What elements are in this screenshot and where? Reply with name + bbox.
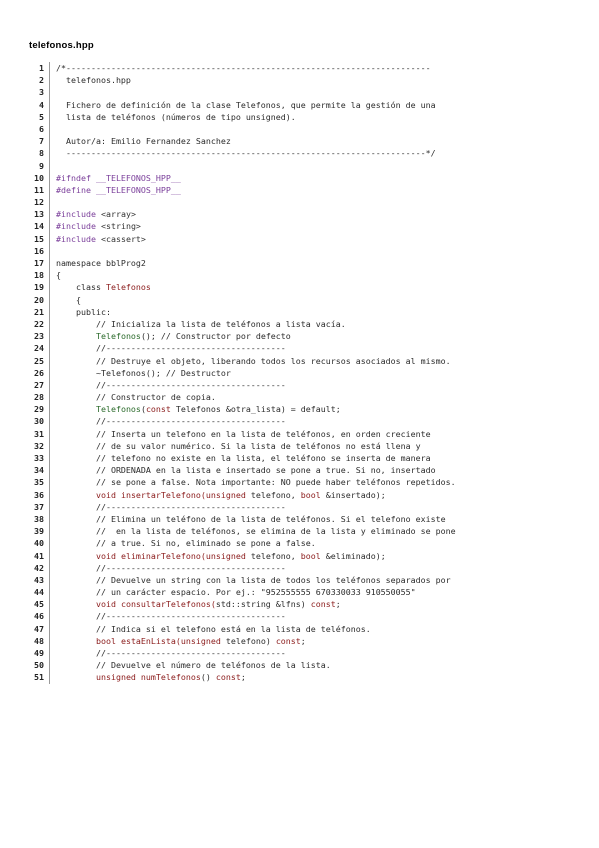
line-text xyxy=(50,269,61,281)
line-text xyxy=(50,440,421,452)
code-token: <cassert> xyxy=(100,233,146,244)
line-text xyxy=(50,537,316,549)
code-token xyxy=(56,551,96,561)
line-text xyxy=(50,671,246,683)
line-number: 7 xyxy=(28,135,50,147)
code-line xyxy=(28,464,498,476)
code-token: ~Telefonos(); // Destructor xyxy=(56,367,231,378)
code-token: bool xyxy=(300,550,321,561)
line-number: 24 xyxy=(28,342,50,354)
line-text xyxy=(50,574,451,586)
line-text xyxy=(50,623,371,635)
code-line xyxy=(28,172,498,184)
code-token: const xyxy=(215,672,241,683)
line-text xyxy=(50,147,436,159)
line-number: 35 xyxy=(28,476,50,488)
line-text xyxy=(50,318,346,330)
code-token: telefonos.hpp xyxy=(56,75,131,86)
code-token: #include xyxy=(56,233,101,244)
code-token: <string> xyxy=(100,221,141,232)
code-line xyxy=(28,123,498,135)
code-token xyxy=(56,636,96,646)
line-number: 15 xyxy=(28,233,50,245)
line-text xyxy=(50,391,216,403)
line-text xyxy=(50,501,286,513)
code-line xyxy=(28,659,498,671)
code-line xyxy=(28,440,498,452)
line-number: 42 xyxy=(28,562,50,574)
line-number: 21 xyxy=(28,306,50,318)
line-number: 39 xyxy=(28,525,50,537)
code-token: // Constructor de copia. xyxy=(56,392,216,403)
code-token: namespace bblProg2 xyxy=(56,258,146,268)
code-token: // Inserta un telefono en la lista de teléfonos, en orden creciente xyxy=(56,428,431,439)
code-token: numTelefonos xyxy=(135,672,201,683)
line-text xyxy=(50,464,436,476)
line-number: 27 xyxy=(28,379,50,391)
code-token: &eliminado); xyxy=(320,550,386,561)
code-line xyxy=(28,233,498,245)
line-number: 12 xyxy=(28,196,50,208)
code-line xyxy=(28,367,498,379)
line-number: 47 xyxy=(28,623,50,635)
line-text xyxy=(50,196,56,208)
code-token: // ORDENADA en la lista e insertado se pone a true. Si no, insertado xyxy=(56,465,436,476)
code-token: Telefonos xyxy=(95,331,141,342)
code-token: telefono) xyxy=(220,635,276,646)
code-token: //------------------------------------ xyxy=(56,379,286,390)
code-line xyxy=(28,208,498,220)
line-number: 40 xyxy=(28,537,50,549)
code-line xyxy=(28,342,498,354)
line-text xyxy=(50,208,136,220)
file-title: telefonos.hpp xyxy=(29,40,94,51)
line-number: 29 xyxy=(28,403,50,415)
code-line xyxy=(28,318,498,330)
code-token: Telefonos xyxy=(95,404,141,415)
line-text xyxy=(50,160,56,172)
code-token: // Devuelve el número de teléfonos de la lista. xyxy=(56,660,331,671)
line-number: 1 xyxy=(28,62,50,74)
code-line xyxy=(28,671,498,683)
code-line xyxy=(28,62,498,74)
code-token: () xyxy=(200,672,216,683)
line-number: 9 xyxy=(28,160,50,172)
code-line xyxy=(28,160,498,172)
code-token: #include xyxy=(56,209,101,220)
line-text xyxy=(50,294,81,306)
code-token: // Indica si el telefono está en la lista de teléfonos. xyxy=(56,623,371,634)
code-token: // un carácter espacio. Por ej.: "952555555 670330033 910550055" xyxy=(56,587,416,598)
code-token xyxy=(56,490,96,500)
line-text xyxy=(50,367,231,379)
code-token: // Destruye el objeto, liberando todos los recursos asociados al mismo. xyxy=(56,355,451,366)
line-number: 26 xyxy=(28,367,50,379)
line-text xyxy=(50,428,431,440)
line-number: 10 xyxy=(28,172,50,184)
line-number: 33 xyxy=(28,452,50,464)
line-number: 48 xyxy=(28,635,50,647)
code-line xyxy=(28,513,498,525)
code-line xyxy=(28,610,498,622)
line-text xyxy=(50,111,296,123)
code-line xyxy=(28,562,498,574)
line-text xyxy=(50,74,131,86)
line-text xyxy=(50,342,286,354)
code-token: //------------------------------------ xyxy=(56,648,286,658)
line-text xyxy=(50,233,146,245)
line-text xyxy=(50,135,231,147)
line-text xyxy=(50,257,146,269)
line-number: 45 xyxy=(28,598,50,610)
code-token: #include xyxy=(56,221,101,232)
code-line xyxy=(28,281,498,293)
line-number: 31 xyxy=(28,428,50,440)
code-token: { xyxy=(56,270,61,281)
code-token: Fichero de definición de la clase Telefonos, que permite la gestión de una xyxy=(56,99,436,110)
code-token: ; xyxy=(240,672,246,683)
code-token: ; xyxy=(300,635,306,646)
code-line xyxy=(28,220,498,232)
code-line xyxy=(28,647,498,659)
line-number: 49 xyxy=(28,647,50,659)
line-number: 18 xyxy=(28,269,50,281)
line-text xyxy=(50,415,286,427)
line-text xyxy=(50,550,386,562)
code-line xyxy=(28,74,498,86)
line-number: 6 xyxy=(28,123,50,135)
code-token: ; xyxy=(335,599,341,610)
line-number: 14 xyxy=(28,220,50,232)
line-number: 8 xyxy=(28,147,50,159)
code-token: // en la lista de teléfonos, se elimina de la lista y eliminado se pone xyxy=(56,526,456,537)
code-token: //------------------------------------ xyxy=(56,416,286,427)
code-line xyxy=(28,147,498,159)
code-line xyxy=(28,476,498,488)
code-line xyxy=(28,379,498,391)
code-token: /*------------------------------------------------------------------------- xyxy=(56,63,431,73)
code-line xyxy=(28,623,498,635)
code-line xyxy=(28,537,498,549)
code-token: telefono, xyxy=(245,489,301,500)
code-line xyxy=(28,635,498,647)
line-text xyxy=(50,525,456,537)
line-text xyxy=(50,220,141,232)
line-number: 13 xyxy=(28,208,50,220)
line-text xyxy=(50,598,341,610)
code-line xyxy=(28,391,498,403)
line-number: 41 xyxy=(28,550,50,562)
line-text xyxy=(50,86,56,98)
code-token xyxy=(56,404,96,414)
code-line xyxy=(28,196,498,208)
code-line xyxy=(28,86,498,98)
code-token: public: xyxy=(56,306,111,317)
code-token: <array> xyxy=(100,209,136,220)
line-number: 34 xyxy=(28,464,50,476)
line-number: 28 xyxy=(28,391,50,403)
line-text xyxy=(50,245,56,257)
code-line xyxy=(28,428,498,440)
line-number: 50 xyxy=(28,659,50,671)
line-text xyxy=(50,562,286,574)
code-token: //------------------------------------ xyxy=(56,611,286,622)
code-line xyxy=(28,99,498,111)
code-token: insertarTelefono( xyxy=(115,489,206,500)
code-token: bool xyxy=(300,489,321,500)
code-token: Telefonos xyxy=(105,282,151,293)
code-token: void xyxy=(95,550,116,561)
line-number: 11 xyxy=(28,184,50,196)
code-token: #define __TELEFONOS_HPP__ xyxy=(56,184,181,195)
code-line xyxy=(28,525,498,537)
line-number: 16 xyxy=(28,245,50,257)
code-token: const xyxy=(145,404,171,415)
code-line xyxy=(28,294,498,306)
code-token: (); // Constructor por defecto xyxy=(140,331,291,342)
line-number: 36 xyxy=(28,489,50,501)
code-line xyxy=(28,355,498,367)
code-token: std::string &lfns) xyxy=(215,599,311,610)
line-number: 20 xyxy=(28,294,50,306)
line-text xyxy=(50,99,436,111)
code-token xyxy=(56,331,96,341)
code-token: // se pone a false. Nota importante: NO puede haber teléfonos repetidos. xyxy=(56,477,456,488)
line-text xyxy=(50,355,451,367)
code-token: &insertado); xyxy=(320,489,386,500)
line-text xyxy=(50,306,111,318)
code-line xyxy=(28,598,498,610)
line-number: 19 xyxy=(28,281,50,293)
line-text xyxy=(50,62,431,74)
code-token: unsigned xyxy=(95,672,136,683)
code-line xyxy=(28,501,498,513)
code-token: unsigned xyxy=(180,635,221,646)
line-text xyxy=(50,647,286,659)
code-line xyxy=(28,269,498,281)
line-text xyxy=(50,184,181,196)
line-number: 22 xyxy=(28,318,50,330)
line-number: 23 xyxy=(28,330,50,342)
line-text xyxy=(50,123,56,135)
line-text xyxy=(50,476,456,488)
code-listing xyxy=(28,62,498,684)
code-token: // de su valor numérico. Si la lista de teléfonos no está llena y xyxy=(56,440,421,451)
code-token: class xyxy=(56,282,106,293)
code-line xyxy=(28,586,498,598)
code-token: eliminarTelefono( xyxy=(115,550,206,561)
line-text xyxy=(50,281,151,293)
code-line xyxy=(28,574,498,586)
code-token: //------------------------------------ xyxy=(56,343,286,354)
line-number: 5 xyxy=(28,111,50,123)
line-number: 43 xyxy=(28,574,50,586)
code-line xyxy=(28,489,498,501)
code-line xyxy=(28,415,498,427)
code-token: Autor/a: Emilio Fernandez Sanchez xyxy=(56,136,231,147)
code-token: unsigned xyxy=(205,489,246,500)
code-token: ------------------------------------------------------------------------*/ xyxy=(56,148,436,159)
line-number: 30 xyxy=(28,415,50,427)
line-text xyxy=(50,403,341,415)
code-line xyxy=(28,257,498,269)
line-text xyxy=(50,452,431,464)
code-token xyxy=(56,672,96,682)
code-token: void xyxy=(95,599,116,610)
code-line xyxy=(28,135,498,147)
line-number: 32 xyxy=(28,440,50,452)
line-text xyxy=(50,489,386,501)
code-token: //------------------------------------ xyxy=(56,501,286,512)
line-number: 4 xyxy=(28,99,50,111)
code-line xyxy=(28,245,498,257)
code-token: ( xyxy=(140,404,146,415)
code-line xyxy=(28,452,498,464)
code-token: telefono, xyxy=(245,550,301,561)
code-token: consultarTelefonos( xyxy=(115,599,216,610)
code-token: estaEnLista( xyxy=(115,635,181,646)
line-number: 2 xyxy=(28,74,50,86)
line-number: 51 xyxy=(28,671,50,683)
code-token: const xyxy=(310,599,336,610)
line-text xyxy=(50,513,446,525)
code-token xyxy=(56,599,96,609)
line-text xyxy=(50,172,181,184)
code-token: bool xyxy=(95,635,116,646)
code-line xyxy=(28,330,498,342)
line-number: 46 xyxy=(28,610,50,622)
code-token: const xyxy=(275,635,301,646)
code-line xyxy=(28,184,498,196)
code-token: // telefono no existe en la lista, el teléfono se inserta de manera xyxy=(56,453,431,463)
line-text xyxy=(50,610,286,622)
line-text xyxy=(50,379,286,391)
code-token: //------------------------------------ xyxy=(56,562,286,573)
line-text xyxy=(50,635,306,647)
line-text xyxy=(50,659,331,671)
code-token: unsigned xyxy=(205,550,246,561)
line-number: 3 xyxy=(28,86,50,98)
line-number: 17 xyxy=(28,257,50,269)
line-number: 38 xyxy=(28,513,50,525)
code-line xyxy=(28,550,498,562)
code-token: // a true. Si no, eliminado se pone a false. xyxy=(56,538,316,549)
line-text xyxy=(50,330,291,342)
line-number: 37 xyxy=(28,501,50,513)
line-number: 25 xyxy=(28,355,50,367)
line-text xyxy=(50,586,416,598)
code-token: void xyxy=(95,489,116,500)
code-token: #ifndef __TELEFONOS_HPP__ xyxy=(56,172,181,183)
code-token: // Devuelve un string con la lista de todos los teléfonos separados por xyxy=(56,574,451,585)
code-line xyxy=(28,306,498,318)
code-line xyxy=(28,111,498,123)
code-token: // Inicializa la lista de teléfonos a lista vacía. xyxy=(56,318,346,329)
code-token: lista de teléfonos (números de tipo unsigned). xyxy=(56,111,296,122)
code-token: Telefonos &otra_lista) = default; xyxy=(170,404,341,415)
code-token: { xyxy=(56,294,81,305)
line-number: 44 xyxy=(28,586,50,598)
code-token: // Elimina un teléfono de la lista de teléfonos. Si el telefono existe xyxy=(56,513,446,524)
code-line xyxy=(28,403,498,415)
